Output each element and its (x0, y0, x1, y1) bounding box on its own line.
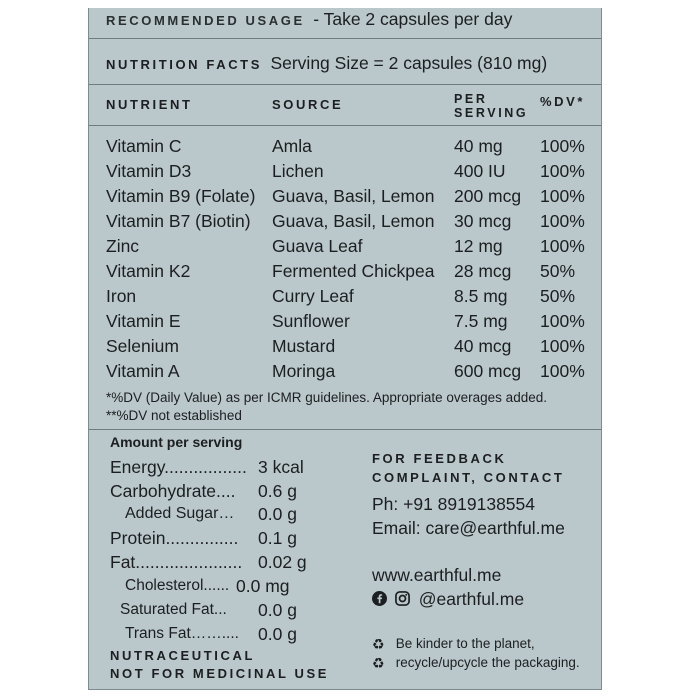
amount-label: Saturated Fat... (120, 601, 227, 618)
cell-amount: 40 mg (454, 136, 503, 156)
header-per: PER (454, 92, 488, 106)
amount-value: 3 kcal (258, 457, 304, 477)
amount-value: 0.0 g (258, 504, 297, 524)
table-row (89, 211, 603, 236)
nutrition-facts-heading (106, 53, 547, 74)
feedback-heading: FOR FEEDBACK (372, 451, 507, 466)
complaint-heading: COMPLAINT, CONTACT (372, 470, 565, 485)
divider (89, 125, 601, 126)
cell-nutrient: Vitamin D3 (106, 161, 192, 181)
recycle-icon: ♻ (372, 655, 385, 671)
supplement-label-panel (88, 8, 602, 690)
nutrition-facts-label: NUTRITION FACTS (106, 57, 262, 72)
cell-dv: 100% (540, 136, 585, 156)
eco-text-2: recycle/upcycle the packaging. (395, 655, 580, 671)
cell-nutrient: Iron (106, 286, 137, 306)
cell-dv: 50% (540, 261, 576, 281)
cell-amount: 200 mcg (454, 186, 522, 206)
cell-dv: 100% (540, 311, 585, 331)
usage-label: RECOMMENDED USAGE (106, 13, 305, 28)
cell-dv: 50% (540, 286, 576, 306)
recommended-usage (106, 9, 512, 30)
cell-source: Lichen (272, 161, 324, 181)
amount-value: 0.0 mg (236, 576, 290, 596)
nutraceutical-label: NUTRACEUTICAL (110, 648, 256, 663)
amount-value: 0.02 g (258, 552, 307, 572)
eco-line-1 (372, 636, 535, 653)
cell-dv: 100% (540, 161, 585, 181)
recycle-icon: ♻ (372, 636, 385, 652)
cell-source: Amla (272, 136, 312, 156)
header-dv: %DV* (540, 94, 586, 109)
cell-source: Guava Leaf (272, 236, 363, 256)
not-medicinal-label: NOT FOR MEDICINAL USE (110, 666, 330, 681)
cell-nutrient: Vitamin B7 (Biotin) (106, 211, 251, 231)
amount-label: Added Sugar… (125, 505, 235, 522)
cell-source: Guava, Basil, Lemon (272, 211, 435, 231)
cell-amount: 30 mcg (454, 211, 512, 231)
social-handle-row (372, 589, 524, 611)
table-row (89, 336, 603, 361)
cell-source: Curry Leaf (272, 286, 354, 306)
amount-value: 0.1 g (258, 528, 297, 548)
amount-value: 0.0 g (258, 600, 297, 620)
header-nutrient: NUTRIENT (106, 97, 193, 112)
cell-source: Sunflower (272, 311, 350, 331)
amount-label: Trans Fat…….... (125, 625, 239, 642)
cell-nutrient: Zinc (106, 236, 140, 256)
table-row (89, 186, 603, 211)
header-serving: SERVING (454, 106, 529, 120)
phone-number: Ph: +91 8919138554 (372, 494, 536, 514)
footnote-dv: *%DV (Daily Value) as per ICMR guidelines. Appropriate overages added. (106, 390, 547, 405)
eco-text-1: Be kinder to the planet, (395, 636, 535, 652)
cell-amount: 600 mcg (454, 361, 522, 381)
serving-size: Serving Size = 2 capsules (810 mg) (270, 53, 548, 73)
amount-label: Fat...................... (110, 552, 243, 572)
header-per-serving (454, 92, 528, 120)
cell-dv: 100% (540, 361, 585, 381)
table-row (89, 311, 603, 336)
amount-per-serving-title: Amount per serving (110, 434, 243, 450)
cell-amount: 40 mcg (454, 336, 512, 356)
footnote-not-established: **%DV not established (106, 408, 242, 423)
table-row (89, 286, 603, 311)
table-row (89, 361, 603, 386)
amount-label: Energy................. (110, 457, 247, 477)
amount-label: Protein............... (110, 528, 239, 548)
cell-amount: 28 mcg (454, 261, 512, 281)
email-address[interactable]: Email: care@earthful.me (372, 518, 565, 538)
cell-amount: 12 mg (454, 236, 503, 256)
cell-dv: 100% (540, 211, 585, 231)
cell-nutrient: Vitamin E (106, 311, 181, 331)
table-row (89, 161, 603, 186)
cell-nutrient: Vitamin C (106, 136, 182, 156)
cell-dv: 100% (540, 236, 585, 256)
cell-source: Guava, Basil, Lemon (272, 186, 435, 206)
instagram-icon[interactable] (395, 590, 410, 611)
cell-amount: 7.5 mg (454, 311, 508, 331)
usage-text: - Take 2 capsules per day (313, 9, 513, 29)
cell-amount: 400 IU (454, 161, 506, 181)
facebook-icon[interactable] (372, 590, 387, 611)
divider (89, 84, 601, 85)
cell-source: Moringa (272, 361, 336, 381)
nutrition-table (89, 38, 601, 430)
amount-label: Carbohydrate.... (110, 481, 236, 501)
cell-nutrient: Vitamin B9 (Folate) (106, 186, 256, 206)
eco-line-2 (372, 655, 580, 672)
amount-value: 0.6 g (258, 481, 297, 501)
cell-nutrient: Selenium (106, 336, 179, 356)
amount-value: 0.0 g (258, 624, 297, 644)
header-source: SOURCE (272, 97, 344, 112)
social-handle[interactable]: @earthful.me (418, 589, 525, 609)
cell-source: Fermented Chickpea (272, 261, 435, 281)
table-row (89, 261, 603, 286)
cell-dv: 100% (540, 186, 585, 206)
cell-nutrient: Vitamin A (106, 361, 180, 381)
cell-nutrient: Vitamin K2 (106, 261, 191, 281)
cell-source: Mustard (272, 336, 336, 356)
cell-dv: 100% (540, 336, 585, 356)
amount-label: Cholesterol...... (125, 577, 230, 594)
table-row (89, 136, 603, 161)
cell-amount: 8.5 mg (454, 286, 508, 306)
website-link[interactable]: www.earthful.me (372, 565, 502, 585)
table-row (89, 236, 603, 261)
